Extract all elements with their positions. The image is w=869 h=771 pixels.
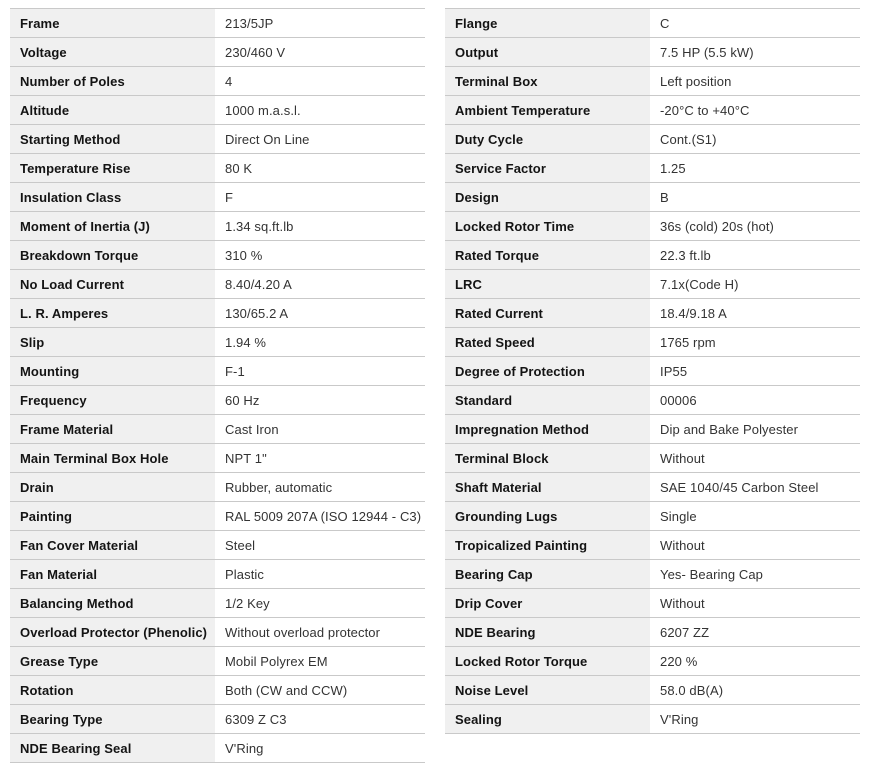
- spec-label: Temperature Rise: [10, 154, 215, 182]
- spec-value: Left position: [650, 67, 860, 95]
- spec-row: [445, 298, 860, 327]
- spec-value: IP55: [650, 357, 860, 385]
- spec-value: Direct On Line: [215, 125, 425, 153]
- spec-value: 6207 ZZ: [650, 618, 860, 646]
- spec-label: Duty Cycle: [445, 125, 650, 153]
- spec-label: Grease Type: [10, 647, 215, 675]
- spec-label: Bearing Cap: [445, 560, 650, 588]
- spec-value: 213/5JP: [215, 9, 425, 37]
- spec-label: Main Terminal Box Hole: [10, 444, 215, 472]
- spec-value: 1.25: [650, 154, 860, 182]
- spec-label: Frame Material: [10, 415, 215, 443]
- spec-row: [10, 559, 425, 588]
- spec-value: Yes- Bearing Cap: [650, 560, 860, 588]
- spec-label: Terminal Box: [445, 67, 650, 95]
- spec-table-left: [10, 8, 425, 763]
- spec-label: Ambient Temperature: [445, 96, 650, 124]
- spec-value: 18.4/9.18 A: [650, 299, 860, 327]
- spec-label: Balancing Method: [10, 589, 215, 617]
- spec-row: [10, 211, 425, 240]
- spec-value: Steel: [215, 531, 425, 559]
- spec-label: Shaft Material: [445, 473, 650, 501]
- spec-row: [10, 530, 425, 559]
- spec-value: 130/65.2 A: [215, 299, 425, 327]
- spec-value: 4: [215, 67, 425, 95]
- spec-value: B: [650, 183, 860, 211]
- spec-row: [445, 269, 860, 298]
- spec-value: Without: [650, 589, 860, 617]
- spec-label: Sealing: [445, 705, 650, 733]
- spec-label: Output: [445, 38, 650, 66]
- spec-row: [445, 356, 860, 385]
- spec-label: Fan Cover Material: [10, 531, 215, 559]
- spec-label: Service Factor: [445, 154, 650, 182]
- spec-row: [10, 356, 425, 385]
- spec-value: Without: [650, 531, 860, 559]
- spec-value: C: [650, 9, 860, 37]
- spec-label: Locked Rotor Torque: [445, 647, 650, 675]
- spec-value: Cast Iron: [215, 415, 425, 443]
- spec-value: Both (CW and CCW): [215, 676, 425, 704]
- spec-value: 6309 Z C3: [215, 705, 425, 733]
- spec-value: RAL 5009 207A (ISO 12944 - C3): [215, 502, 425, 530]
- spec-row: [10, 327, 425, 356]
- spec-label: Grounding Lugs: [445, 502, 650, 530]
- spec-value: Without: [650, 444, 860, 472]
- spec-label: Fan Material: [10, 560, 215, 588]
- spec-row: [445, 37, 860, 66]
- spec-label: Slip: [10, 328, 215, 356]
- spec-label: Voltage: [10, 38, 215, 66]
- spec-value: Mobil Polyrex EM: [215, 647, 425, 675]
- spec-row: [445, 675, 860, 704]
- spec-value: Rubber, automatic: [215, 473, 425, 501]
- spec-row: [445, 646, 860, 675]
- spec-row: [445, 559, 860, 588]
- spec-value: Plastic: [215, 560, 425, 588]
- spec-label: Painting: [10, 502, 215, 530]
- spec-row: [10, 617, 425, 646]
- spec-label: NDE Bearing: [445, 618, 650, 646]
- spec-value: 1.94 %: [215, 328, 425, 356]
- spec-label: Number of Poles: [10, 67, 215, 95]
- spec-value: 60 Hz: [215, 386, 425, 414]
- spec-label: Rated Speed: [445, 328, 650, 356]
- spec-row: [10, 414, 425, 443]
- spec-row: [10, 153, 425, 182]
- spec-label: Rated Current: [445, 299, 650, 327]
- spec-row: [445, 530, 860, 559]
- spec-row: [445, 153, 860, 182]
- spec-value: 00006: [650, 386, 860, 414]
- spec-row: [10, 66, 425, 95]
- spec-label: Locked Rotor Time: [445, 212, 650, 240]
- spec-label: Terminal Block: [445, 444, 650, 472]
- spec-row: [10, 182, 425, 211]
- spec-row: [10, 95, 425, 124]
- spec-row: [445, 501, 860, 530]
- spec-label: Frame: [10, 9, 215, 37]
- spec-row: [10, 385, 425, 414]
- spec-row: [445, 385, 860, 414]
- spec-value: 22.3 ft.lb: [650, 241, 860, 269]
- spec-label: Drain: [10, 473, 215, 501]
- spec-row: [445, 8, 860, 37]
- spec-value: 36s (cold) 20s (hot): [650, 212, 860, 240]
- spec-label: Drip Cover: [445, 589, 650, 617]
- spec-row: [10, 124, 425, 153]
- spec-value: 230/460 V: [215, 38, 425, 66]
- spec-value: 8.40/4.20 A: [215, 270, 425, 298]
- spec-label: Bearing Type: [10, 705, 215, 733]
- spec-label: Degree of Protection: [445, 357, 650, 385]
- spec-value: 1000 m.a.s.l.: [215, 96, 425, 124]
- spec-value: SAE 1040/45 Carbon Steel: [650, 473, 860, 501]
- spec-label: Flange: [445, 9, 650, 37]
- spec-value: 7.1x(Code H): [650, 270, 860, 298]
- spec-value: 80 K: [215, 154, 425, 182]
- spec-row: [445, 617, 860, 646]
- spec-row: [10, 501, 425, 530]
- spec-row: [10, 298, 425, 327]
- spec-row: [10, 733, 425, 762]
- spec-value: 1765 rpm: [650, 328, 860, 356]
- spec-label: NDE Bearing Seal: [10, 734, 215, 762]
- spec-value: 7.5 HP (5.5 kW): [650, 38, 860, 66]
- spec-row: [10, 8, 425, 37]
- spec-label: No Load Current: [10, 270, 215, 298]
- spec-label: Impregnation Method: [445, 415, 650, 443]
- spec-label: Starting Method: [10, 125, 215, 153]
- spec-table-right: [445, 8, 860, 734]
- spec-row: [10, 675, 425, 704]
- spec-label: Rated Torque: [445, 241, 650, 269]
- spec-label: Design: [445, 183, 650, 211]
- spec-row: [10, 704, 425, 733]
- spec-row: [10, 588, 425, 617]
- spec-label: Breakdown Torque: [10, 241, 215, 269]
- spec-label: Mounting: [10, 357, 215, 385]
- spec-row: [445, 95, 860, 124]
- spec-row: [10, 37, 425, 66]
- spec-value: V'Ring: [215, 734, 425, 762]
- spec-label: Tropicalized Painting: [445, 531, 650, 559]
- spec-label: Insulation Class: [10, 183, 215, 211]
- spec-row: [10, 646, 425, 675]
- spec-value: 58.0 dB(A): [650, 676, 860, 704]
- spec-value: NPT 1": [215, 444, 425, 472]
- spec-row: [445, 327, 860, 356]
- spec-value: Cont.(S1): [650, 125, 860, 153]
- spec-value: 220 %: [650, 647, 860, 675]
- spec-row: [445, 472, 860, 501]
- spec-row: [10, 269, 425, 298]
- spec-row: [445, 124, 860, 153]
- spec-label: Frequency: [10, 386, 215, 414]
- spec-value: Dip and Bake Polyester: [650, 415, 860, 443]
- spec-value: F: [215, 183, 425, 211]
- spec-label: Standard: [445, 386, 650, 414]
- spec-row: [445, 443, 860, 472]
- spec-value: Without overload protector: [215, 618, 425, 646]
- spec-row: [10, 443, 425, 472]
- spec-label: LRC: [445, 270, 650, 298]
- spec-value: 1.34 sq.ft.lb: [215, 212, 425, 240]
- spec-label: Altitude: [10, 96, 215, 124]
- spec-value: V'Ring: [650, 705, 860, 733]
- spec-row: [445, 704, 860, 733]
- spec-value: F-1: [215, 357, 425, 385]
- spec-value: 310 %: [215, 241, 425, 269]
- spec-row: [10, 240, 425, 269]
- spec-row: [445, 182, 860, 211]
- spec-label: Overload Protector (Phenolic): [10, 618, 215, 646]
- spec-row: [10, 472, 425, 501]
- spec-row: [445, 211, 860, 240]
- spec-label: Noise Level: [445, 676, 650, 704]
- spec-value: -20°C to +40°C: [650, 96, 860, 124]
- spec-label: Moment of Inertia (J): [10, 212, 215, 240]
- spec-label: Rotation: [10, 676, 215, 704]
- spec-label: L. R. Amperes: [10, 299, 215, 327]
- spec-row: [445, 240, 860, 269]
- spec-row: [445, 588, 860, 617]
- spec-row: [445, 414, 860, 443]
- spec-row: [445, 66, 860, 95]
- spec-value: 1/2 Key: [215, 589, 425, 617]
- spec-value: Single: [650, 502, 860, 530]
